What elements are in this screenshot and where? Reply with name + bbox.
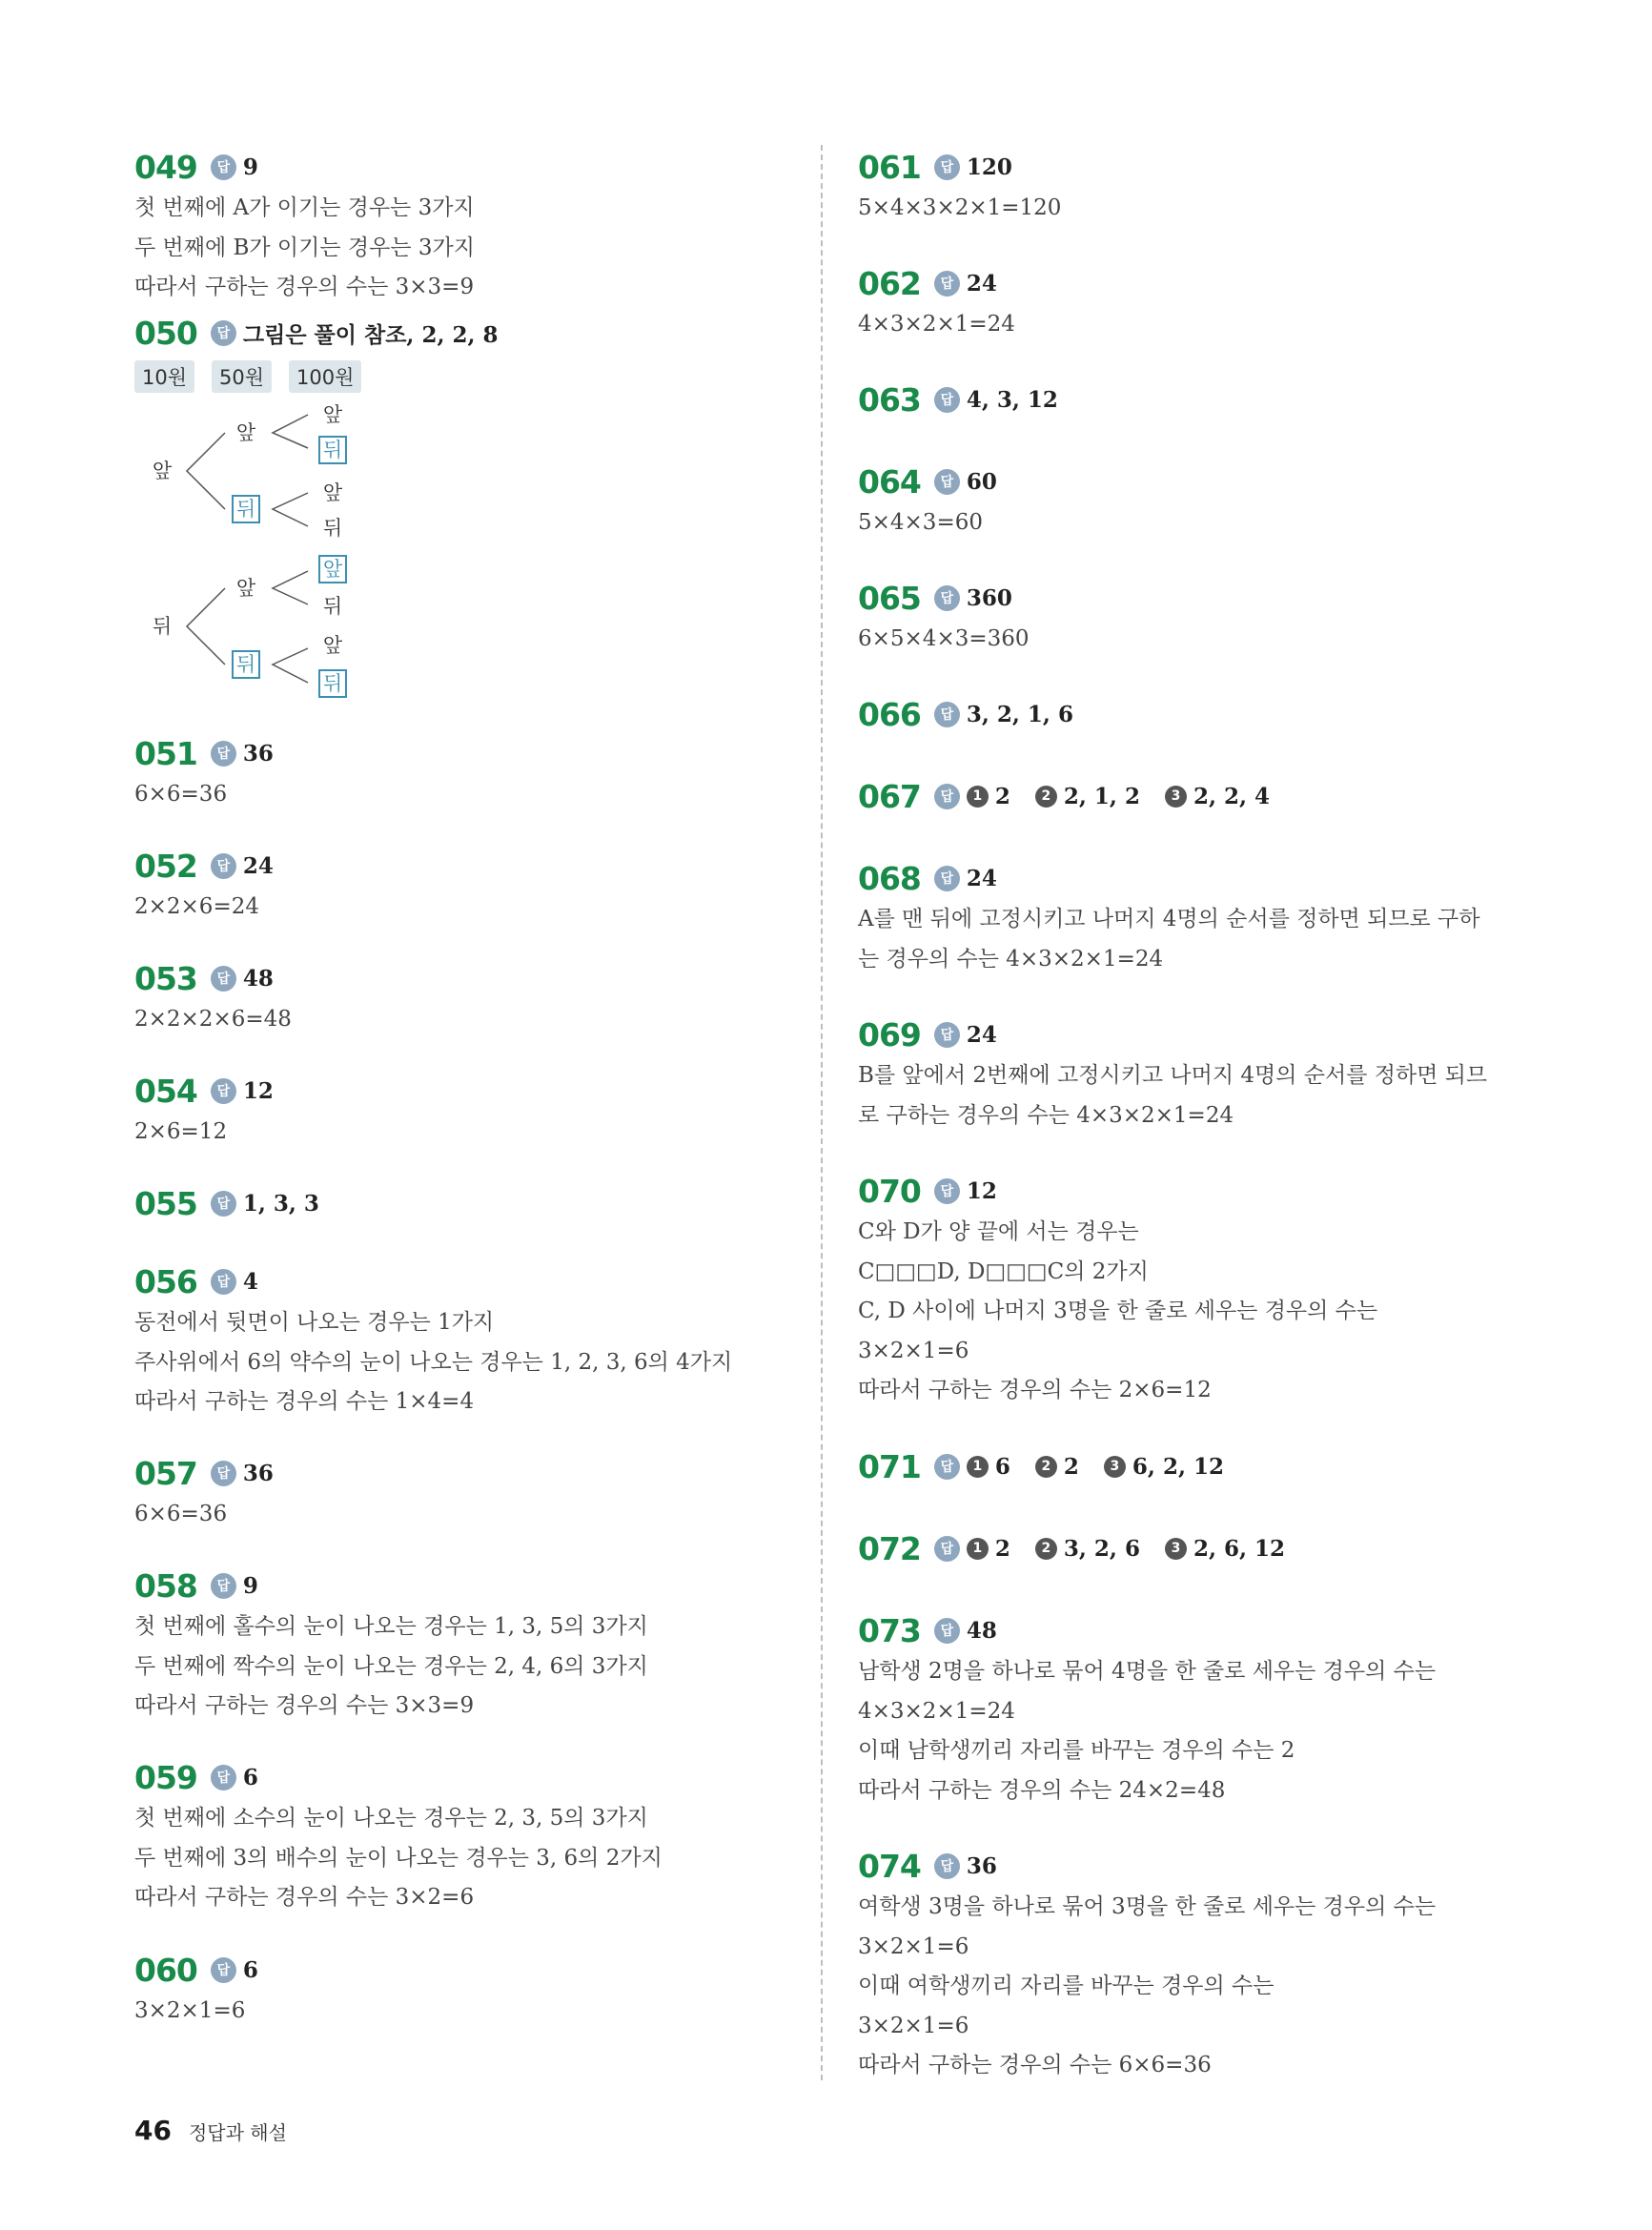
problem-number: 055 [134, 1184, 197, 1222]
solution-line: 5×4×3×2×1=120 [858, 195, 1062, 220]
tree-node-l3: 뒤 [322, 595, 343, 618]
coin-label: 50원 [212, 360, 272, 393]
solution-line: 는 경우의 수는 4×3×2×1=24 [858, 946, 1164, 972]
problem-072 [858, 1526, 1525, 1608]
problem-number: 059 [134, 1758, 197, 1796]
answer-step [967, 784, 1010, 809]
solution-line: 3×2×1=6 [134, 1998, 246, 2023]
problem-number: 056 [134, 1262, 197, 1300]
solution-line: 이때 여학생끼리 자리를 바꾸는 경우의 수는 [858, 1974, 1275, 1998]
answer-step [1165, 1536, 1285, 1562]
left-column [134, 145, 802, 2034]
step-number-icon: 1 [967, 1538, 989, 1560]
answer-badge: 답 [934, 866, 960, 891]
solution-line: 2×6=12 [134, 1119, 228, 1144]
problem-number: 069 [858, 1015, 921, 1054]
problem-058 [134, 1564, 802, 1755]
solution-line: 6×6=36 [134, 1502, 228, 1526]
problem-number: 071 [858, 1447, 921, 1485]
problem-052 [134, 844, 802, 956]
solution-line: 따라서 구하는 경우의 수는 2×6=12 [858, 1378, 1212, 1402]
step-value: 2, 2, 4 [1193, 783, 1270, 809]
step-value: 3, 2, 6 [1063, 1535, 1140, 1562]
answer-step [967, 1454, 1010, 1480]
step-number-icon: 3 [1165, 1538, 1187, 1560]
solution-line: 따라서 구하는 경우의 수는 3×2=6 [134, 1885, 475, 1910]
tree-node-l3: 앞 [322, 481, 343, 504]
coin-label: 10원 [134, 360, 194, 393]
problem-number: 070 [858, 1172, 921, 1210]
problem-number: 067 [858, 777, 921, 815]
answer-step [1104, 1454, 1224, 1480]
answer-text: 36 [242, 1460, 274, 1486]
answer-step [967, 1536, 1010, 1562]
solution-line: B를 앞에서 2번째에 고정시키고 나머지 4명의 순서를 정하면 되므 [858, 1063, 1488, 1088]
tree-node-l3: 앞 [322, 634, 343, 657]
tree-node-l3: 앞 [322, 403, 343, 426]
answer-text: 4 [242, 1268, 258, 1295]
step-number-icon: 1 [967, 786, 989, 808]
step-number-icon: 1 [967, 1456, 989, 1478]
problem-number: 053 [134, 959, 197, 997]
problem-051 [134, 731, 802, 844]
answer-badge: 답 [211, 1191, 236, 1217]
step-number-icon: 2 [1035, 786, 1057, 808]
step-number-icon: 2 [1035, 1456, 1057, 1478]
problem-number: 052 [134, 847, 197, 885]
solution-line: 로 구하는 경우의 수는 4×3×2×1=24 [858, 1102, 1234, 1128]
answer-text: 6 [242, 1764, 258, 1790]
solution-line: 두 번째에 3의 배수의 눈이 나오는 경우는 3, 6의 2가지 [134, 1845, 663, 1871]
answer-text: 12 [242, 1077, 274, 1104]
answer-badge: 답 [211, 1269, 236, 1295]
answer-text: 1, 3, 3 [242, 1190, 319, 1217]
answer-badge: 답 [211, 1765, 236, 1790]
solution-line: 6×5×4×3=360 [858, 626, 1030, 651]
tree-node-l2: 앞 [235, 577, 256, 600]
step-value: 2, 1, 2 [1063, 783, 1140, 809]
solution-line: 동전에서 뒷면이 나오는 경우는 1가지 [134, 1310, 495, 1335]
solution-line: 첫 번째에 홀수의 눈이 나오는 경우는 1, 3, 5의 3가지 [134, 1614, 648, 1639]
answer-text: 48 [966, 1617, 997, 1644]
step-value: 6, 2, 12 [1132, 1453, 1224, 1480]
solution-line: C□□□D, D□□□C의 2가지 [858, 1258, 1149, 1284]
tree-node-l3-highlighted: 뒤 [318, 436, 347, 464]
coin-label: 100원 [289, 360, 361, 393]
problem-number: 051 [134, 734, 197, 772]
step-value: 2 [994, 1535, 1010, 1562]
answer-badge: 답 [211, 320, 236, 346]
tree-diagram [134, 404, 382, 757]
footer-title: 정답과 해설 [188, 2121, 287, 2144]
solution-line: 3×2×1=6 [858, 1933, 969, 1959]
answer-badge: 답 [934, 585, 960, 611]
solution-line: 따라서 구하는 경우의 수는 3×3=9 [134, 275, 475, 299]
solution-line: 첫 번째에 A가 이기는 경우는 3가지 [134, 195, 475, 220]
problem-number: 049 [134, 148, 197, 186]
problem-055 [134, 1181, 802, 1259]
problem-070 [858, 1169, 1525, 1444]
solution-line: 두 번째에 짝수의 눈이 나오는 경우는 2, 4, 6의 3가지 [134, 1653, 648, 1679]
answer-steps [967, 784, 1295, 809]
problem-number: 064 [858, 462, 921, 501]
answer-badge: 답 [934, 154, 960, 180]
answer-badge: 답 [934, 1853, 960, 1879]
problem-069 [858, 1013, 1525, 1169]
solution-line: 따라서 구하는 경우의 수는 3×3=9 [134, 1693, 475, 1718]
page-number: 46 [134, 2115, 172, 2146]
problem-number: 068 [858, 859, 921, 897]
answer-text: 24 [966, 1021, 997, 1048]
answer-badge: 답 [934, 702, 960, 727]
solution-line: 첫 번째에 소수의 눈이 나오는 경우는 2, 3, 5의 3가지 [134, 1806, 648, 1831]
answer-badge: 답 [934, 1454, 960, 1480]
problem-049 [134, 145, 802, 311]
answer-text: 360 [966, 584, 1012, 611]
answer-text: 24 [966, 270, 997, 297]
answer-text: 9 [242, 1572, 258, 1599]
problem-066 [858, 692, 1525, 774]
problem-number: 072 [858, 1529, 921, 1567]
answer-text: 12 [966, 1177, 997, 1204]
solution-line: 이때 남학생끼리 자리를 바꾸는 경우의 수는 2 [858, 1738, 1295, 1763]
answer-text: 60 [966, 468, 997, 495]
answer-text: 24 [966, 865, 997, 891]
answer-badge: 답 [211, 1078, 236, 1104]
problem-053 [134, 956, 802, 1069]
answer-badge: 답 [934, 1178, 960, 1204]
problem-062 [858, 261, 1525, 378]
answer-badge: 답 [934, 1022, 960, 1048]
answer-text: 120 [966, 153, 1012, 180]
solution-line: 여학생 3명을 하나로 묶어 3명을 한 줄로 세우는 경우의 수는 [858, 1894, 1437, 1919]
answer-badge: 답 [211, 741, 236, 767]
problem-061 [858, 145, 1525, 261]
tree-node-l2: 앞 [235, 421, 256, 444]
problem-number: 054 [134, 1072, 197, 1110]
problem-067 [858, 774, 1525, 856]
answer-text: 48 [242, 965, 274, 992]
answer-badge: 답 [934, 387, 960, 413]
column-divider [821, 145, 823, 2080]
solution-line: 두 번째에 B가 이기는 경우는 3가지 [134, 235, 475, 260]
problem-number: 063 [858, 380, 921, 419]
solution-line: C와 D가 양 끝에 서는 경우는 [858, 1219, 1139, 1244]
solution-line: 3×2×1=6 [858, 1338, 969, 1363]
step-number-icon: 2 [1035, 1538, 1057, 1560]
answer-text: 그림은 풀이 참조, 2, 2, 8 [242, 321, 499, 348]
problem-050 [134, 311, 802, 731]
answer-badge: 답 [934, 469, 960, 495]
answer-text: 6 [242, 1956, 258, 1983]
problem-number: 057 [134, 1454, 197, 1492]
problem-number: 074 [858, 1847, 921, 1885]
answer-text: 3, 2, 1, 6 [966, 701, 1073, 727]
problem-057 [134, 1451, 802, 1564]
problem-number: 073 [858, 1611, 921, 1649]
answer-badge: 답 [211, 1957, 236, 1983]
problem-071 [858, 1444, 1525, 1526]
answer-step [1165, 784, 1270, 809]
answer-badge: 답 [934, 784, 960, 809]
answer-steps [967, 1536, 1310, 1562]
tree-node-l3-highlighted: 앞 [318, 555, 347, 583]
answer-text: 36 [242, 740, 274, 767]
step-value: 6 [994, 1453, 1010, 1480]
problem-number: 066 [858, 695, 921, 733]
answer-badge: 답 [211, 154, 236, 180]
solution-line: 6×6=36 [134, 782, 228, 807]
solution-line: C, D 사이에 나머지 3명을 한 줄로 세우는 경우의 수는 [858, 1299, 1378, 1323]
step-value: 2 [994, 783, 1010, 809]
problem-064 [858, 460, 1525, 576]
page-footer [134, 2115, 287, 2146]
step-value: 2 [1063, 1453, 1079, 1480]
answer-step [1035, 1536, 1140, 1562]
tree-node-l1: 뒤 [152, 615, 173, 638]
tree-node-l2-highlighted: 뒤 [232, 495, 260, 523]
answer-badge: 답 [211, 1461, 236, 1486]
answer-text: 24 [242, 852, 274, 879]
problem-number: 062 [858, 264, 921, 302]
tree-node-l3-highlighted: 뒤 [318, 669, 347, 698]
right-column [858, 145, 1525, 2092]
answer-step [1035, 1454, 1079, 1480]
answer-step [1035, 784, 1140, 809]
solution-line: 2×2×2×6=48 [134, 1007, 292, 1032]
solution-line: 5×4×3=60 [858, 510, 983, 535]
solution-line: 주사위에서 6의 약수의 눈이 나오는 경우는 1, 2, 3, 6의 4가지 [134, 1349, 733, 1375]
problem-056 [134, 1259, 802, 1451]
problem-074 [858, 1844, 1525, 2092]
problem-063 [858, 378, 1525, 460]
step-value: 2, 6, 12 [1193, 1535, 1285, 1562]
problem-number: 060 [134, 1951, 197, 1989]
problem-number: 061 [858, 148, 921, 186]
solution-line: 따라서 구하는 경우의 수는 24×2=48 [858, 1777, 1226, 1803]
answer-steps [967, 1454, 1249, 1480]
solution-line: 3×2×1=6 [858, 2013, 969, 2038]
step-number-icon: 3 [1165, 786, 1187, 808]
solution-line: 4×3×2×1=24 [858, 312, 1015, 337]
problem-number: 058 [134, 1566, 197, 1605]
problem-068 [858, 856, 1525, 1013]
solution-line: 따라서 구하는 경우의 수는 6×6=36 [858, 2053, 1212, 2077]
problem-060 [134, 1948, 802, 2034]
answer-badge: 답 [934, 271, 960, 297]
solution-line: A를 맨 뒤에 고정시키고 나머지 4명의 순서를 정하면 되므로 구하 [858, 907, 1480, 931]
problem-054 [134, 1069, 802, 1181]
problem-number: 065 [858, 579, 921, 617]
solution-line: 따라서 구하는 경우의 수는 1×4=4 [134, 1389, 475, 1414]
solution-line: 2×2×6=24 [134, 894, 259, 919]
solution-line: 남학생 2명을 하나로 묶어 4명을 한 줄로 세우는 경우의 수는 [858, 1659, 1437, 1684]
problem-number: 050 [134, 314, 197, 352]
tree-node-l3: 뒤 [322, 517, 343, 540]
problem-065 [858, 576, 1525, 692]
answer-badge: 답 [934, 1536, 960, 1562]
answer-text: 9 [242, 153, 258, 180]
answer-badge: 답 [211, 853, 236, 879]
tree-node-l2-highlighted: 뒤 [232, 650, 260, 679]
answer-badge: 답 [211, 966, 236, 992]
answer-badge: 답 [934, 1618, 960, 1644]
coin-labels [134, 360, 802, 393]
tree-node-l1: 앞 [152, 460, 173, 482]
answer-text: 4, 3, 12 [966, 386, 1058, 413]
problem-059 [134, 1755, 802, 1948]
answer-badge: 답 [211, 1573, 236, 1599]
step-number-icon: 3 [1104, 1456, 1126, 1478]
solution-line: 4×3×2×1=24 [858, 1698, 1015, 1724]
answer-text: 36 [966, 1852, 997, 1879]
problem-073 [858, 1608, 1525, 1844]
